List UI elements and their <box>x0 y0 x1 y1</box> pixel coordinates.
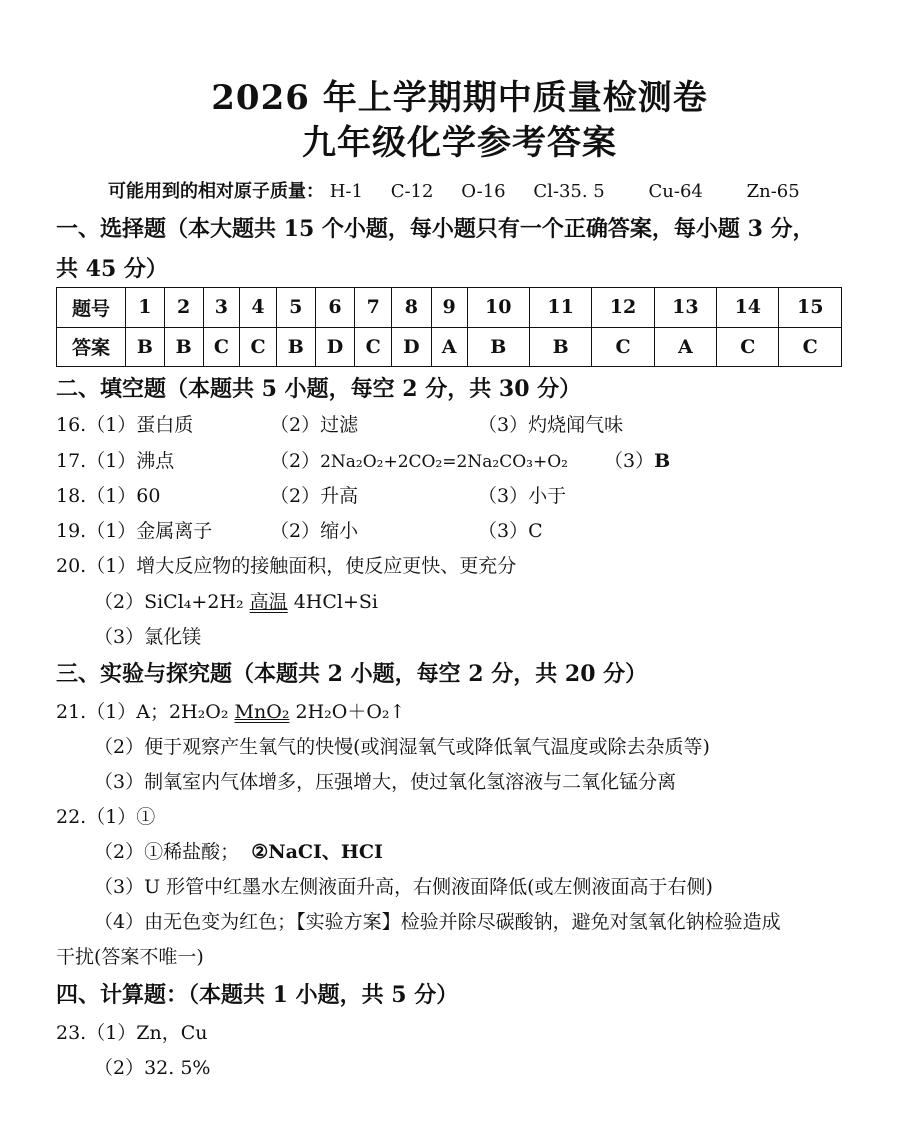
section4-heading: 四、计算题：（本题共 1 小题，共 5 分） <box>56 982 459 1008</box>
section1-heading-cont: 共 45 分） <box>56 256 168 282</box>
table-row-numbers <box>57 288 842 328</box>
q21-line2: （2）便于观察产生氧气的快慢(或润湿氧气或降低氧气温度或除去杂质等) <box>94 736 710 758</box>
question-number-cell: 14 <box>717 288 779 328</box>
page-title: 2026 年上学期期中质量检测卷 <box>211 78 708 118</box>
q17-part1: 17.（1）沸点 <box>56 450 175 472</box>
answer-cell: C <box>779 327 842 367</box>
q18-part2: （2）升高 <box>270 485 359 507</box>
q22-line2-prefix: （2）①稀盐酸； <box>94 841 240 863</box>
q21-line1 <box>56 697 405 724</box>
question-number-cell: 2 <box>164 288 203 328</box>
q21-line3: （3）制氧室内气体增多，压强增大，使过氧化氢溶液与二氧化锰分离 <box>94 771 677 793</box>
question-number-cell: 5 <box>276 288 315 328</box>
q22-line2 <box>94 837 383 864</box>
question-number-cell: 3 <box>203 288 240 328</box>
answer-cell: D <box>392 327 432 367</box>
q16-part3: （3）灼烧闻气味 <box>478 414 624 436</box>
q21-equation-right: 2H₂O＋O₂↑ <box>289 701 406 723</box>
q22-line2-bold: ②NaCI、HCI <box>251 841 383 863</box>
q18-part1: 18.（1）60 <box>56 485 161 507</box>
q20-line3: （3）氯化镁 <box>94 626 202 648</box>
q20-reaction-condition: 高温 <box>249 591 288 613</box>
question-number-cell: 6 <box>315 288 355 328</box>
answer-cell: C <box>355 327 392 367</box>
question-number-cell: 10 <box>467 288 529 328</box>
answer-cell: C <box>717 327 779 367</box>
answer-cell: B <box>276 327 315 367</box>
answer-cell: D <box>315 327 355 367</box>
q23-line2: （2）32. 5% <box>94 1057 211 1079</box>
atomic-mass-item: Cl-35. 5 <box>533 181 605 202</box>
q17-equation: 2Na₂O₂+2CO₂=2Na₂CO₃+O₂ <box>320 452 568 472</box>
q22-line5: 干扰(答案不唯一) <box>56 946 204 968</box>
q23-line1: 23.（1）Zn，Cu <box>56 1022 208 1044</box>
atomic-mass-item: Zn-65 <box>746 181 800 202</box>
answer-cell: C <box>240 327 277 367</box>
answer-table <box>56 287 842 367</box>
q16-part1: 16.（1）蛋白质 <box>56 414 194 436</box>
question-number-cell: 1 <box>126 288 165 328</box>
answer-cell: C <box>592 327 654 367</box>
q17-part3-answer: B <box>654 450 671 472</box>
section2-heading: 二、填空题（本题共 5 小题，每空 2 分，共 30 分） <box>56 376 582 402</box>
atomic-mass-item: O-16 <box>461 181 506 202</box>
answer-cell: B <box>467 327 529 367</box>
q19-part2: （2）缩小 <box>270 520 359 542</box>
atomic-mass-item: H-1 <box>329 181 363 202</box>
q20-equation-left: （2）SiCl₄+2H₂ <box>94 591 250 613</box>
atomic-masses-line <box>108 177 822 203</box>
q17-part3 <box>604 446 670 473</box>
q21-equation-left: 21.（1）A；2H₂O₂ <box>56 701 235 723</box>
q22-line4: （4）由无色变为红色；【实验方案】检验并除尽碳酸钠，避免对氢氧化钠检验造成 <box>94 911 781 933</box>
answer-cell: B <box>126 327 165 367</box>
answer-cell: C <box>203 327 240 367</box>
atomic-mass-item: C-12 <box>390 181 434 202</box>
question-number-cell: 8 <box>392 288 432 328</box>
q20-line1: 20.（1）增大反应物的接触面积，使反应更快、更充分 <box>56 555 517 577</box>
atomic-masses-label: 可能用到的相对原子质量： <box>108 181 324 202</box>
table-row-answers <box>57 327 842 367</box>
table-row-label: 题号 <box>57 288 126 328</box>
q17-part2-prefix: （2） <box>270 450 321 472</box>
question-number-cell: 11 <box>529 288 591 328</box>
q21-reaction-condition: MnO₂ <box>234 701 290 723</box>
question-number-cell: 9 <box>431 288 467 328</box>
answer-cell: A <box>654 327 716 367</box>
answer-cell: B <box>164 327 203 367</box>
question-number-cell: 13 <box>654 288 716 328</box>
answer-cell: A <box>431 327 467 367</box>
question-number-cell: 4 <box>240 288 277 328</box>
table-row-label: 答案 <box>57 327 126 367</box>
atomic-mass-item: Cu-64 <box>648 181 703 202</box>
q20-equation-right: 4HCl+Si <box>287 591 378 613</box>
q16-part2: （2）过滤 <box>270 414 359 436</box>
section1-heading: 一、选择题（本大题共 15 个小题，每小题只有一个正确答案，每小题 3 分， <box>56 216 815 242</box>
q17-part2 <box>270 446 568 473</box>
question-number-cell: 12 <box>592 288 654 328</box>
q18-part3: （3）小于 <box>478 485 567 507</box>
page-subtitle: 九年级化学参考答案 <box>302 123 617 163</box>
q17-part3-prefix: （3） <box>604 450 655 472</box>
answer-cell: B <box>529 327 591 367</box>
question-number-cell: 15 <box>779 288 842 328</box>
q22-line3: （3）U 形管中红墨水左侧液面升高，右侧液面降低(或左侧液面高于右侧) <box>94 876 713 898</box>
q20-line2 <box>94 587 378 614</box>
q22-line1: 22.（1）① <box>56 806 156 828</box>
q19-part3: （3）C <box>478 520 543 542</box>
q19-part1: 19.（1）金属离子 <box>56 520 213 542</box>
question-number-cell: 7 <box>355 288 392 328</box>
section3-heading: 三、实验与探究题（本题共 2 小题，每空 2 分，共 20 分） <box>56 661 648 687</box>
